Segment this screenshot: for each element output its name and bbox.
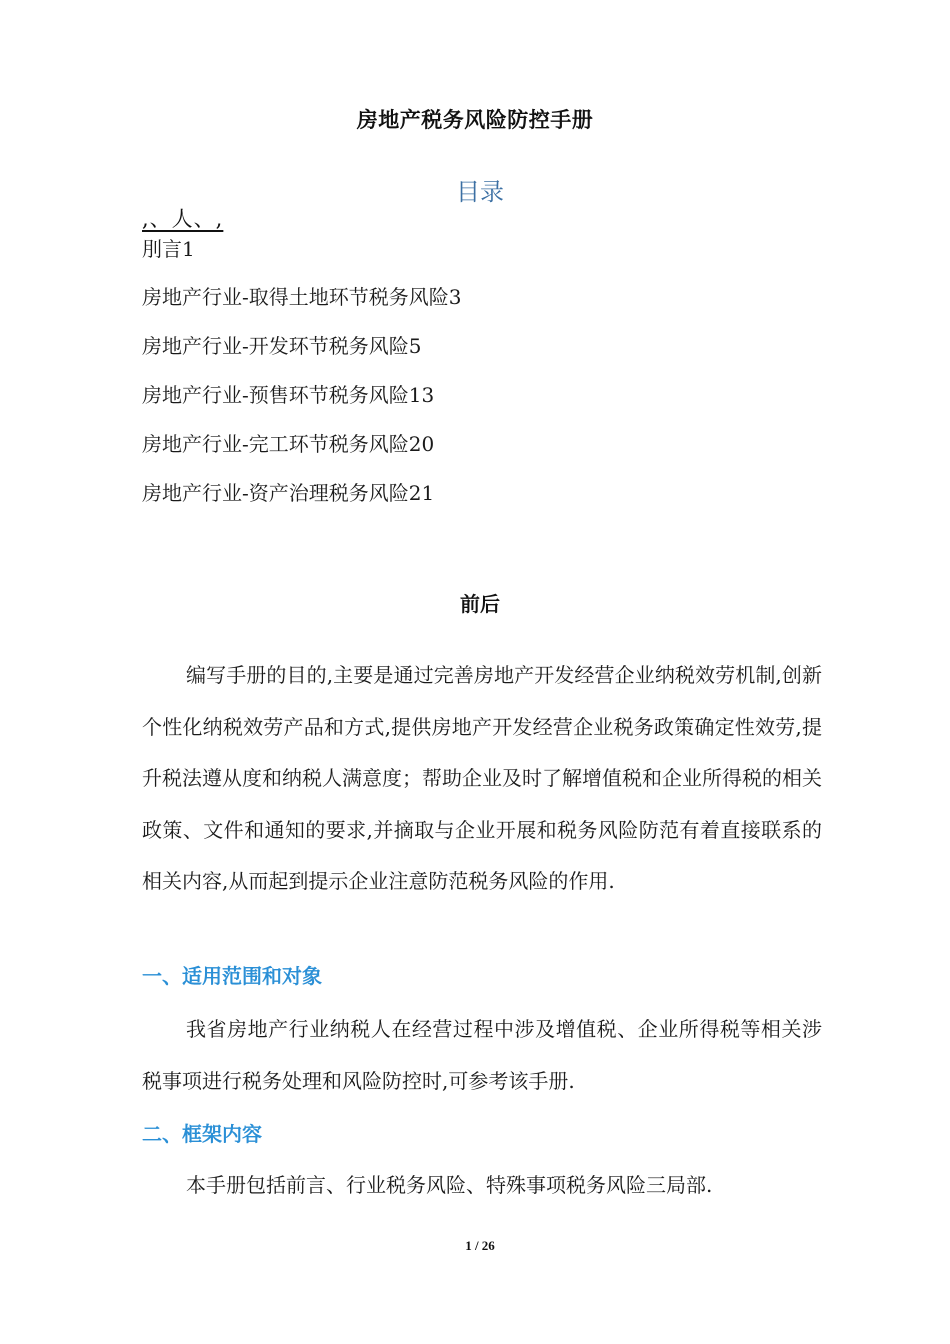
document-title: 房地产税务风险防控手册 [356,108,594,132]
toc-item-asset-management[interactable]: 房地产行业-资产治理税务风险21 [142,481,435,505]
section-paragraph-framework: 本手册包括前言、行业税务风险、特殊事项税务风险三局部. [186,1173,713,1197]
preface-paragraph: 编写手册的目的,主要是通过完善房地产开发经营企业纳税效劳机制,创新个性化纳税效劳产品和方式,提供房地产开发经营企业税务政策确定性效劳,提升税法遵从度和纳税人满意度；帮助企业及时了解增值税和企业所得税的相关政策、文件和通知的要求,并摘取与企业开展和税务风险防范有着直接联系的相关内容,从而起到提示企业注意防范税务风险的作用. [142,663,822,893]
toc-item-preface[interactable]: 刖言1 [142,237,195,261]
section-heading-scope: 一、适用范围和对象 [142,964,322,988]
section-paragraph-scope: 我省房地产行业纳税人在经营过程中涉及增值税、企业所得税等相关涉税事项进行税务处理和风险防控时,可参考该手册. [142,1017,822,1093]
page-indicator: 1 / 26 [465,1238,495,1253]
toc-item-completion[interactable]: 房地产行业-完工环节税务风险20 [142,432,435,456]
toc-list [142,232,461,525]
toc-marks: ,、人、, [142,207,224,231]
section-heading-framework: 二、框架内容 [142,1122,262,1146]
preface-title: 前后 [460,592,500,616]
toc-item-development[interactable]: 房地产行业-开发环节税务风险5 [142,334,422,358]
toc-item-presale[interactable]: 房地产行业-预售环节税务风险13 [142,383,435,407]
toc-heading: 目录 [456,178,504,206]
toc-item-land-acquisition[interactable]: 房地产行业-取得土地环节税务风险3 [142,285,462,309]
